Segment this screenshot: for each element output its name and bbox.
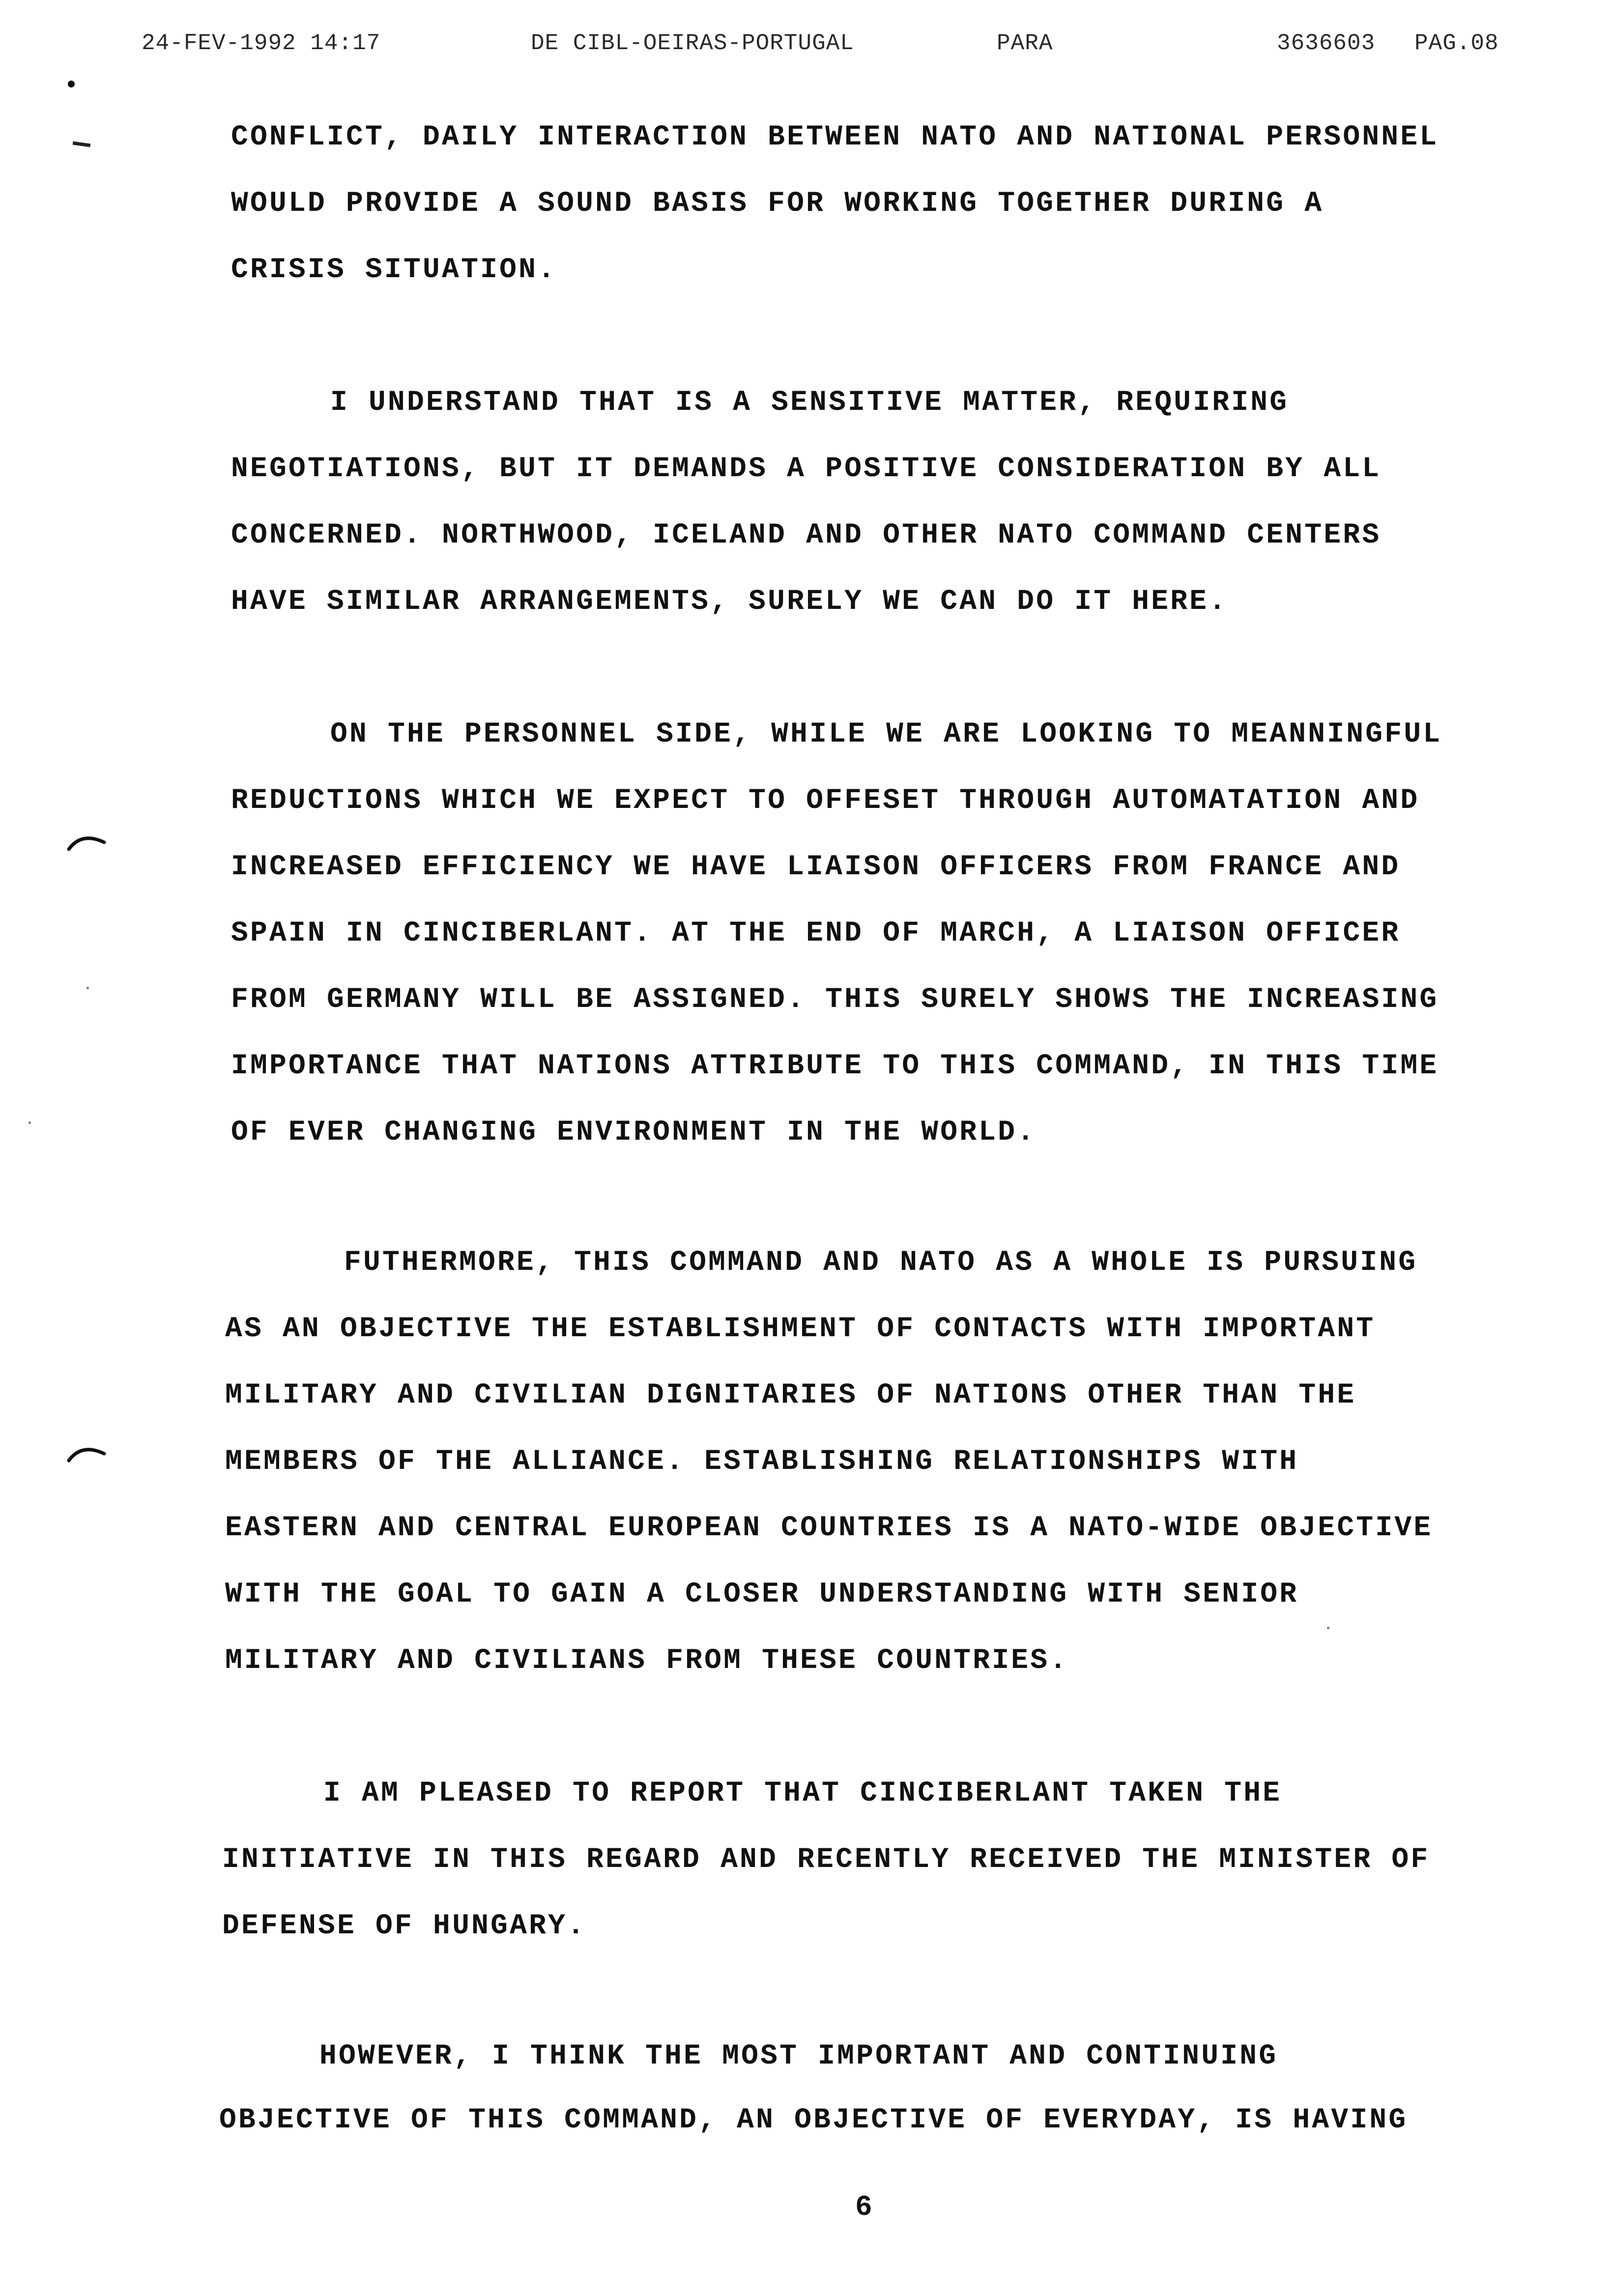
body-line: OF EVER CHANGING ENVIRONMENT IN THE WORLD. — [231, 1117, 1036, 1148]
fax-sender: DE CIBL-OEIRAS-PORTUGAL — [531, 30, 854, 56]
body-line: CRISIS SITUATION. — [231, 254, 557, 286]
body-line: MEMBERS OF THE ALLIANCE. ESTABLISHING RELATIONSHIPS WITH — [225, 1446, 1299, 1478]
body-line: FUTHERMORE, THIS COMMAND AND NATO AS A WHOLE IS PURSUING — [344, 1247, 1418, 1279]
body-line: REDUCTIONS WHICH WE EXPECT TO OFFESET THROUGH AUTOMATATION AND — [231, 785, 1420, 817]
body-line: IMPORTANCE THAT NATIONS ATTRIBUTE TO THIS COMMAND, IN THIS TIME — [231, 1050, 1439, 1082]
fax-number: 3636603 — [1277, 30, 1376, 56]
body-line: INCREASED EFFICIENCY WE HAVE LIAISON OFFICERS FROM FRANCE AND — [231, 851, 1401, 883]
body-line: ON THE PERSONNEL SIDE, WHILE WE ARE LOOKING TO MEANNINGFUL — [330, 718, 1442, 750]
body-line: EASTERN AND CENTRAL EUROPEAN COUNTRIES IS A NATO-WIDE OBJECTIVE — [225, 1512, 1433, 1544]
body-line: HOWEVER, I THINK THE MOST IMPORTANT AND CONTINUING — [319, 2040, 1278, 2072]
fax-recipient-label: PARA — [997, 30, 1053, 56]
body-line: I AM PLEASED TO REPORT THAT CINCIBERLANT TAKEN THE — [323, 1778, 1282, 1809]
body-line: NEGOTIATIONS, BUT IT DEMANDS A POSITIVE CONSIDERATION BY ALL — [231, 453, 1382, 485]
body-line: HAVE SIMILAR ARRANGEMENTS, SURELY WE CAN DO IT HERE. — [231, 586, 1228, 618]
body-line: INITIATIVE IN THIS REGARD AND RECENTLY RECEIVED THE MINISTER OF — [222, 1844, 1430, 1876]
body-line: I UNDERSTAND THAT IS A SENSITIVE MATTER, REQUIRING — [330, 387, 1289, 419]
fax-date-time: 24-FEV-1992 14:17 — [142, 30, 381, 56]
body-line: MILITARY AND CIVILIAN DIGNITARIES OF NATIONS OTHER THAN THE — [225, 1379, 1356, 1411]
body-line: WOULD PROVIDE A SOUND BASIS FOR WORKING TOGETHER DURING A — [231, 188, 1324, 220]
body-line: DEFENSE OF HUNGARY. — [222, 1910, 587, 1942]
body-line: AS AN OBJECTIVE THE ESTABLISHMENT OF CONTACTS WITH IMPORTANT — [225, 1313, 1376, 1345]
body-line: CONFLICT, DAILY INTERACTION BETWEEN NATO AND NATIONAL PERSONNEL — [231, 121, 1439, 153]
fax-page-ref: PAG.08 — [1414, 30, 1499, 56]
body-line: OBJECTIVE OF THIS COMMAND, AN OBJECTIVE OF EVERYDAY, IS HAVING — [219, 2104, 1408, 2136]
body-line: FROM GERMANY WILL BE ASSIGNED. THIS SURELY SHOWS THE INCREASING — [231, 984, 1439, 1016]
body-line: WITH THE GOAL TO GAIN A CLOSER UNDERSTANDING WITH SENIOR — [225, 1578, 1299, 1610]
page-number: 6 — [855, 2192, 872, 2224]
body-line: MILITARY AND CIVILIANS FROM THESE COUNTRIES. — [225, 1645, 1069, 1677]
body-line: CONCERNED. NORTHWOOD, ICELAND AND OTHER NATO COMMAND CENTERS — [231, 519, 1382, 551]
body-line: SPAIN IN CINCIBERLANT. AT THE END OF MARCH, A LIAISON OFFICER — [231, 918, 1401, 949]
